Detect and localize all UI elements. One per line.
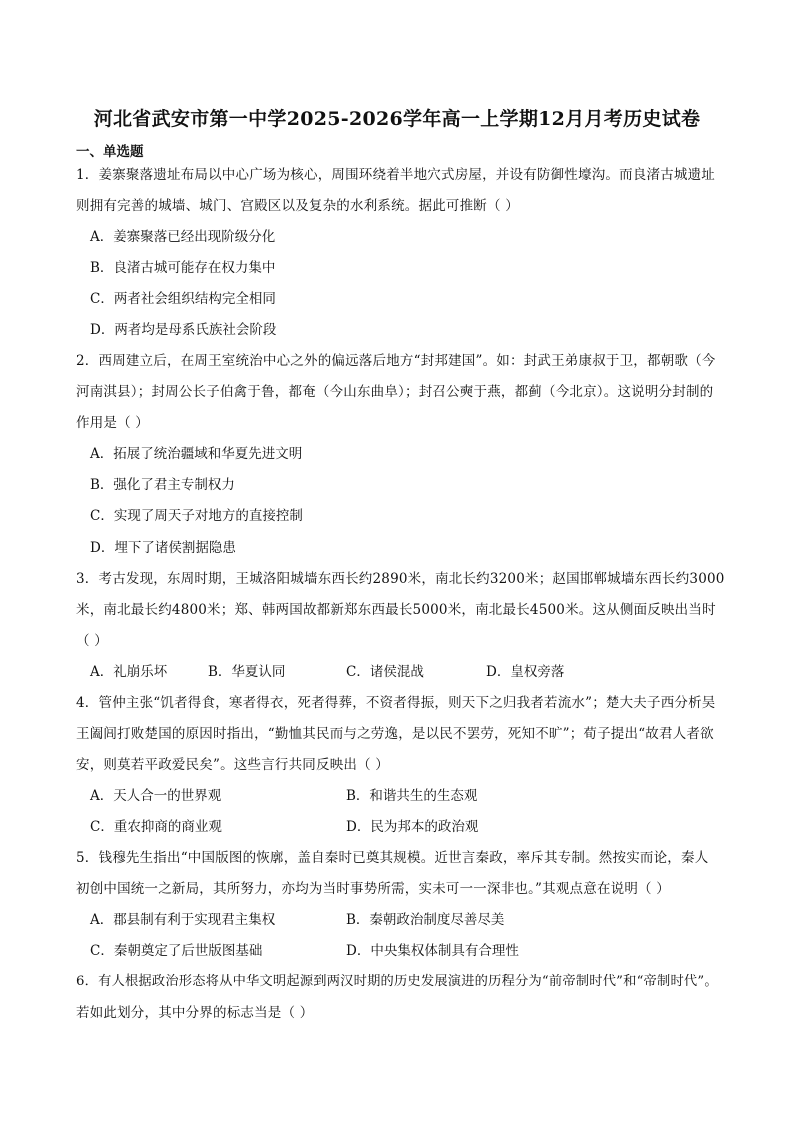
question-4-option-a: A．天人合一的世界观	[90, 788, 222, 804]
page-title: 河北省武安市第一中学2025-2026学年高一上学期12月月考历史试卷	[93, 108, 701, 130]
question-3-option-a: A．礼崩乐坏	[90, 664, 168, 680]
section-heading: 一、单选题	[76, 144, 144, 160]
question-3-line-3: （ ）	[76, 633, 108, 649]
question-6-line-2: 若如此划分，其中分界的标志当是（ ）	[76, 1005, 314, 1021]
question-3-option-c: C．诸侯混战	[346, 664, 424, 680]
question-6-line-1: 6．有人根据政治形态将从中华文明起源到两汉时期的历史发展演进的历程分为“前帝制时代”和“帝制时代”。	[76, 974, 718, 989]
question-5-option-a: A．郡县制有利于实现君主集权	[90, 912, 276, 928]
question-1-line-1: 1．姜寨聚落遗址布局以中心广场为核心，周围环绕着半地穴式房屋，并设有防御性壕沟。而良渚古城遗址	[76, 167, 715, 183]
question-3-option-d: D．皇权旁落	[486, 664, 565, 680]
question-2-option-d: D．埋下了诸侯割据隐患	[90, 540, 236, 556]
question-3-line-1: 3．考古发现，东周时期，王城洛阳城墙东西长约2890米，南北长约3200米；赵国邯郸城墙东西长约3000	[76, 571, 725, 587]
question-1-option-c: C．两者社会组织结构完全相同	[90, 291, 276, 307]
question-3-option-b: B．华夏认同	[208, 664, 286, 680]
question-5-line-1: 5．钱穆先生指出“中国版图的恢廓，盖自秦时已奠其规模。近世言秦政，率斥其专制。然按实而论，秦人	[76, 850, 709, 866]
question-3-line-2: 米，南北最长约4800米；郑、韩两国故都新郑东西最长5000米，南北最长4500米。这从侧面反映出当时	[76, 602, 716, 618]
question-4-option-b: B．和谐共生的生态观	[346, 788, 478, 804]
question-4-line-1: 4．管仲主张“饥者得食，寒者得衣，死者得葬，不资者得振，则天下之归我者若流水”；楚大夫子西分析吴	[76, 695, 716, 711]
question-4-line-3: 安，则莫若平政爱民矣”。这些言行共同反映出（ ）	[76, 757, 389, 773]
question-1-line-2: 则拥有完善的城墙、城门、宫殿区以及复杂的水利系统。据此可推断（ ）	[76, 198, 519, 214]
question-2-option-b: B．强化了君主专制权力	[90, 477, 235, 493]
question-1-option-d: D．两者均是母系氏族社会阶段	[90, 322, 277, 338]
question-1-option-a: A．姜寨聚落已经出现阶级分化	[90, 229, 276, 245]
question-1-option-b: B．良渚古城可能存在权力集中	[90, 260, 276, 276]
question-4-option-c: C．重农抑商的商业观	[90, 819, 222, 835]
question-2-line-1: 2．西周建立后，在周王室统治中心之外的偏远落后地方“封邦建国”。如：封武王弟康叔于卫，都朝歌（今	[76, 353, 716, 369]
question-2-line-3: 作用是（ ）	[76, 415, 149, 431]
question-2-option-a: A．拓展了统治疆域和华夏先进文明	[90, 446, 303, 462]
question-5-option-c: C．秦朝奠定了后世版图基础	[90, 943, 263, 959]
question-5-option-d: D．中央集权体制具有合理性	[346, 943, 519, 959]
question-4-option-d: D．民为邦本的政治观	[346, 819, 479, 835]
question-5-line-2: 初创中国统一之新局，其所努力，亦均为当时事势所需，实未可一一深非也。”其观点意在说明（ ）	[76, 881, 670, 897]
question-5-option-b: B．秦朝政治制度尽善尽美	[346, 912, 505, 928]
question-2-option-c: C．实现了周天子对地方的直接控制	[90, 508, 303, 524]
question-4-line-2: 王阖闾打败楚国的原因时指出，“勤恤其民而与之劳逸，是以民不罢劳，死知不旷”；荀子提出“故君人者欲	[76, 726, 714, 742]
question-2-line-2: 河南淇县）；封周公长子伯禽于鲁，都奄（今山东曲阜）；封召公奭于燕，都蓟（今北京）。这说明分封制的	[76, 384, 714, 400]
